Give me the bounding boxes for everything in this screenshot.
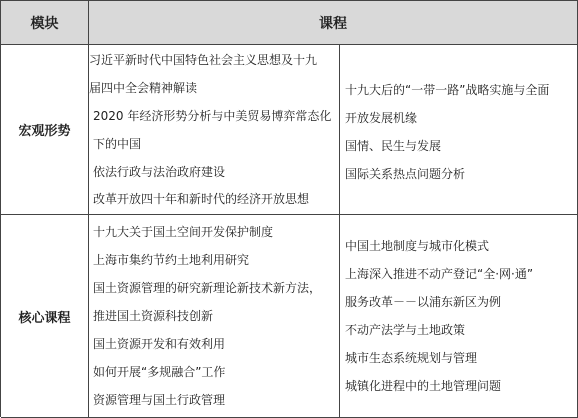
course-item: 十九大关于国土空间开发保护制度 — [93, 225, 274, 239]
course-item: 上海市集约节约土地利用研究 — [93, 253, 250, 267]
row-label-text: 宏观形势 — [18, 124, 71, 139]
row-label-macro — [1, 45, 89, 215]
course-item: 城市生态系统规划与管理 — [345, 351, 478, 365]
course-item: 改革开放四十年和新时代的经济开放思想 — [93, 192, 310, 206]
course-item: 习近平新时代中国特色社会主义思想及十九 — [89, 53, 318, 67]
course-item: 如何开展“多规融合”工作 — [93, 365, 226, 379]
course-item: 国土资源管理的研究新理论新技术新方法， — [93, 281, 322, 295]
header-course-label: 课程 — [319, 15, 347, 32]
course-item: 国情、民生与发展 — [345, 139, 442, 153]
course-item: 中国土地制度与城市化模式 — [345, 239, 490, 253]
course-item: 开放发展机缘 — [345, 111, 418, 125]
course-item: 2020 年经济形势分析与中美贸易博弈常态化 — [93, 109, 332, 123]
macro-right-courses — [340, 45, 578, 215]
header-course — [89, 1, 578, 45]
core-right-courses — [340, 215, 578, 418]
course-item: 上海深入推进不动产登记“全·网·通” — [345, 267, 534, 281]
course-item: 国际关系热点问题分析 — [345, 167, 466, 181]
core-left-courses — [89, 215, 340, 418]
course-item: 服务改革－－以浦东新区为例 — [345, 295, 502, 309]
course-item: 推进国土资源科技创新 — [93, 309, 214, 323]
course-item: 下的中国 — [93, 137, 142, 151]
course-item: 国土资源开发和有效利用 — [93, 337, 226, 351]
header-module-label: 模块 — [30, 15, 59, 32]
header-module — [1, 1, 89, 45]
course-item: 届四中全会精神解读 — [89, 81, 198, 95]
row-label-core — [1, 215, 89, 418]
course-item: 资源管理与国土行政管理 — [93, 393, 226, 407]
macro-left-courses — [89, 45, 340, 215]
course-item: 不动产法学与土地政策 — [345, 323, 466, 337]
course-item: 依法行政与法治政府建设 — [93, 165, 226, 179]
course-item: 十九大后的“一带一路”战略实施与全面 — [345, 83, 550, 97]
row-label-text: 核心课程 — [18, 310, 71, 326]
course-item: 城镇化进程中的土地管理问题 — [345, 379, 502, 393]
